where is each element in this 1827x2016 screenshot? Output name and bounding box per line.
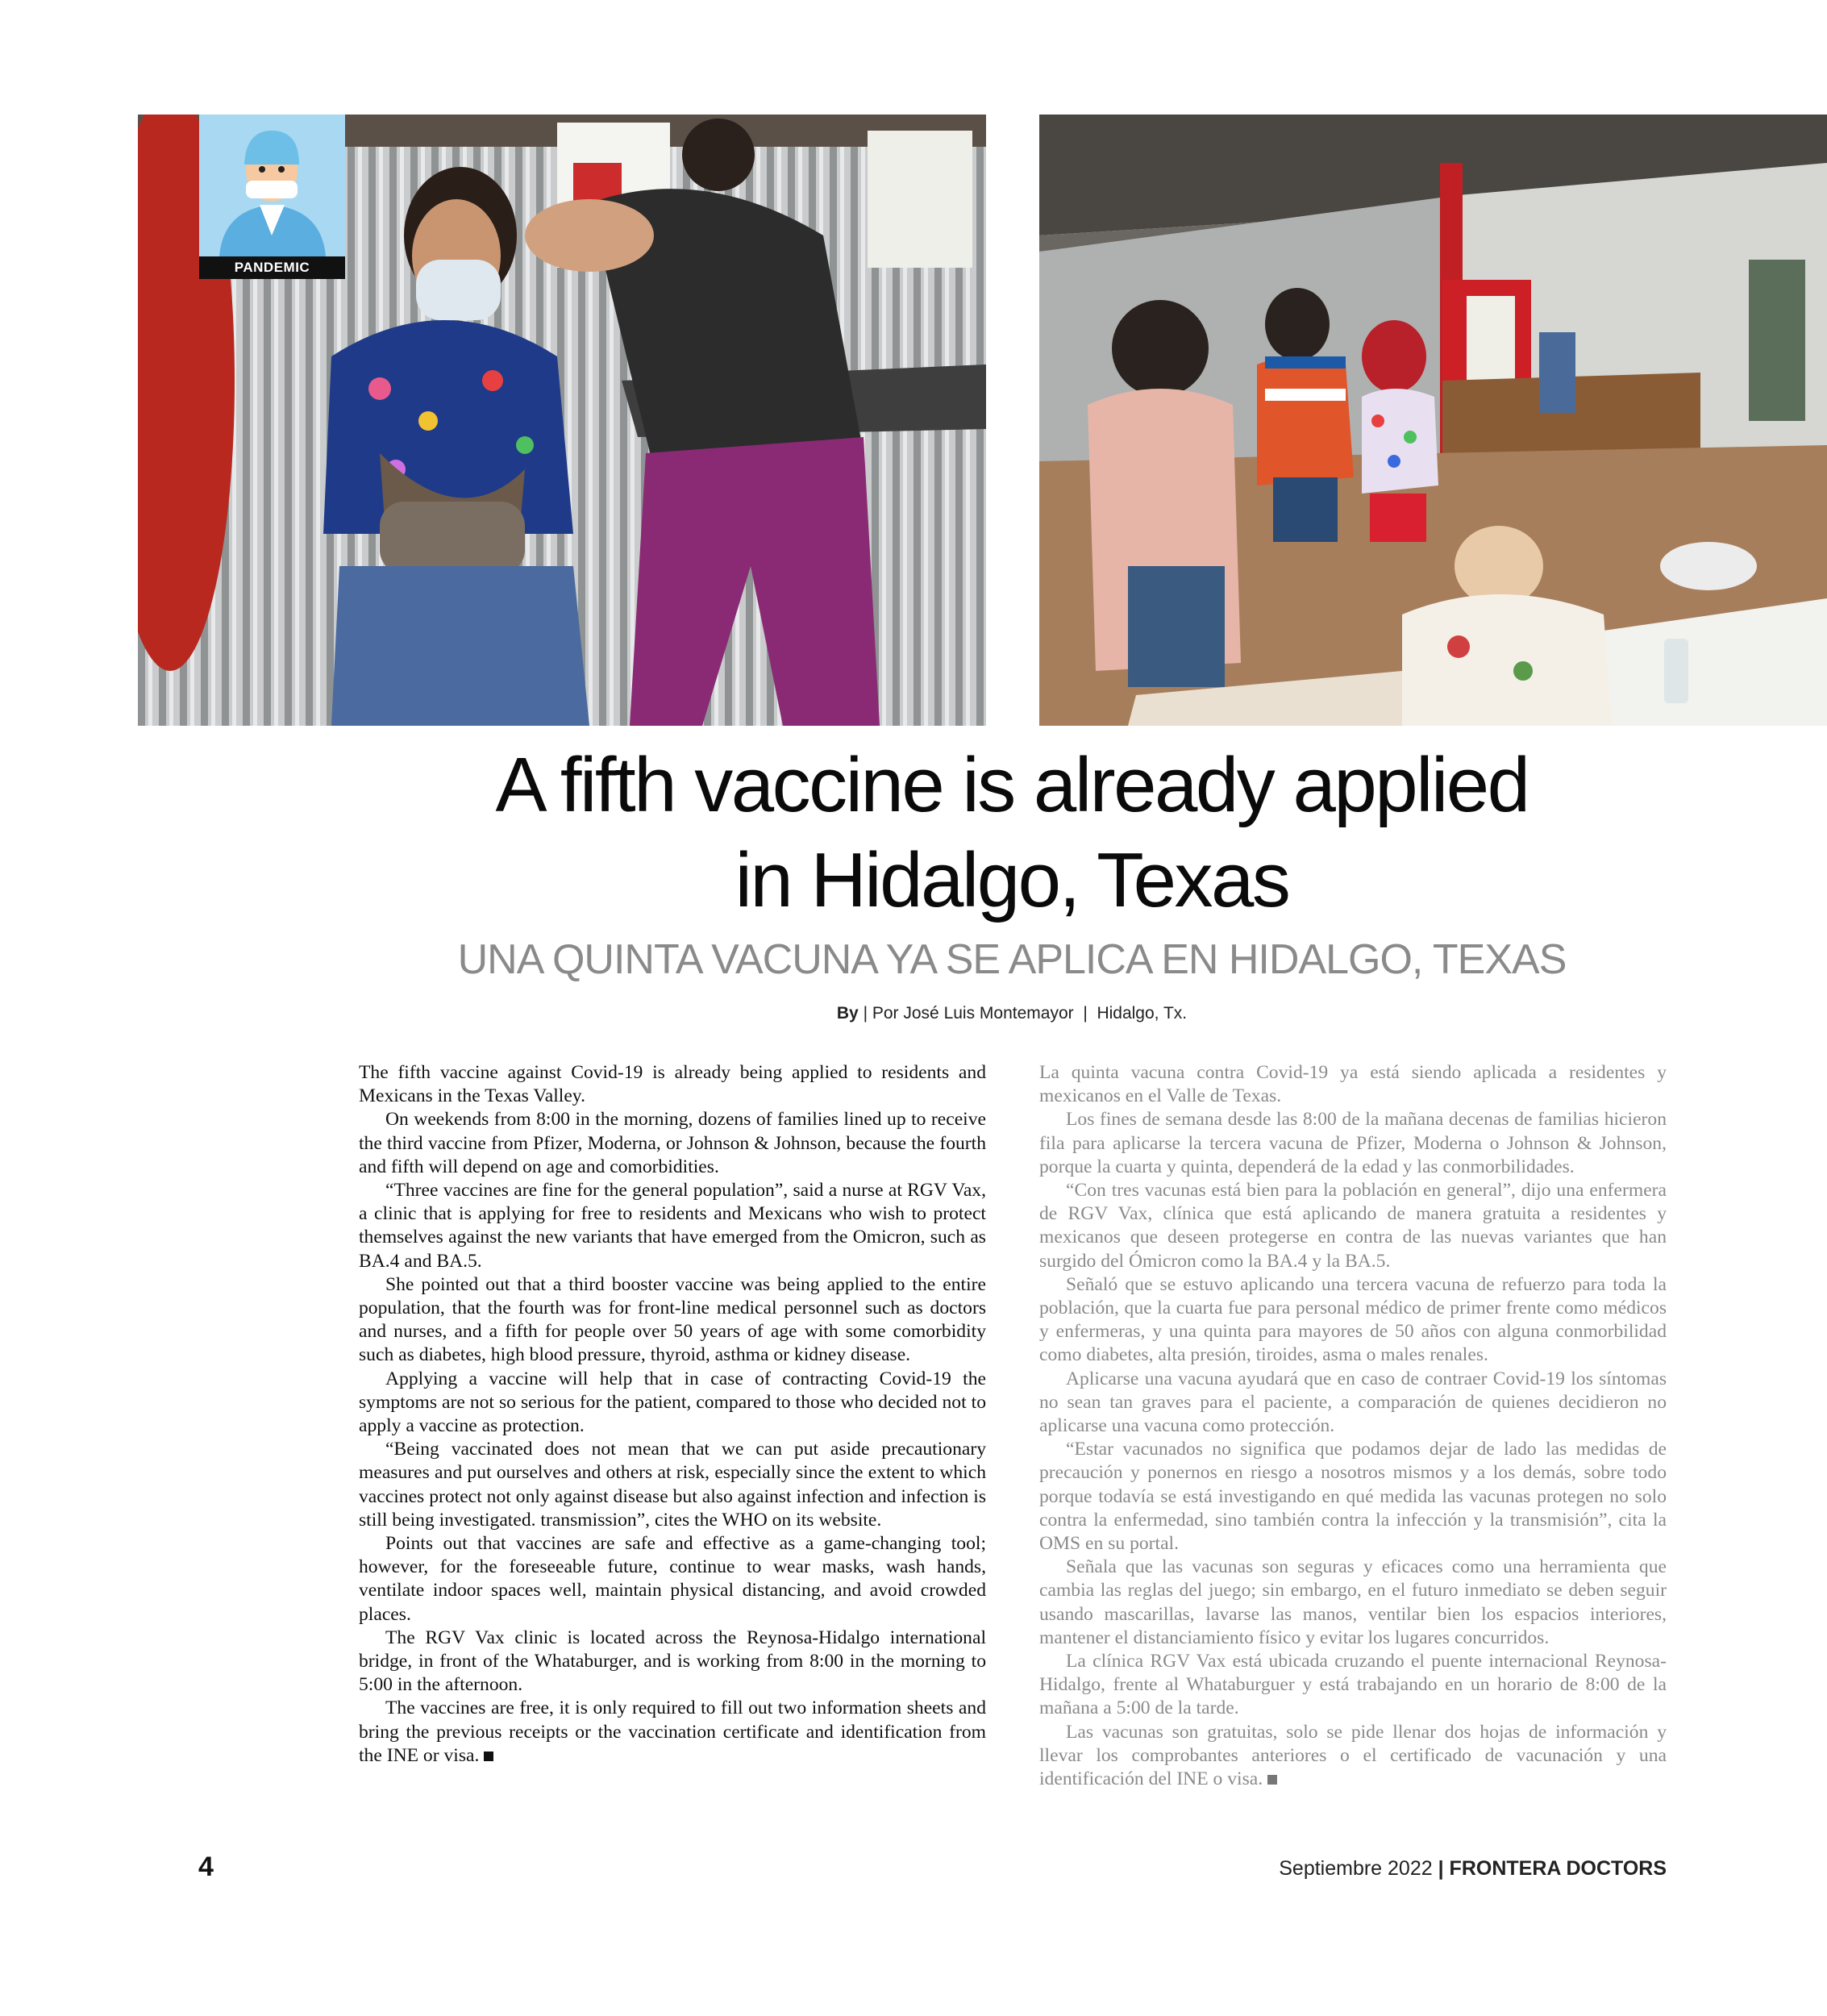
paragraph: Señala que las vacunas son seguras y eficaces como una herramienta que cambia las reglas del juego; sin embargo, en el futuro inmediato se deben seguir usando mascarillas, lavarse las manos, ventilar bien los espacios interiores, mantener el distanciamiento físico y evitar los lugares concurridos. <box>1039 1556 1667 1648</box>
paragraph: “Estar vacunados no significa que podamos dejar de lado las medidas de precaución y ponernos en riesgo a nosotros mismos y a los demás, sobre todo porque todavía se está investigando en qué medida las vacunas protegen no solo contra la enfermedad, sino también contra la infección y la transmisión”, cita la OMS en su portal. <box>1039 1439 1667 1555</box>
paragraph: The fifth vaccine against Covid-19 is already being applied to residents and Mexicans in the Texas Valley. <box>359 1062 986 1107</box>
paragraph: Señaló que se estuvo aplicando una tercera vacuna de refuerzo para toda la población, que la cuarta fue para personal médico de primer frente como médicos y enfermeras, y una quinta para mayores de 50 años con alguna conmorbilidad como diabetes, alta presión, tiroides, asma o males renales. <box>1039 1273 1667 1366</box>
pandemic-badge <box>199 115 345 279</box>
page-number: 4 <box>198 1851 214 1882</box>
clinic-queue-photo <box>1039 115 1827 726</box>
byline <box>355 1002 1669 1026</box>
paragraph: La clínica RGV Vax está ubicada cruzando el puente internacional Reynosa-Hidalgo, frente al Whataburguer y está trabajando en un horario de 8:00 de la mañana a 5:00 de la tarde. <box>1039 1651 1667 1719</box>
paragraph-text: Las vacunas son gratuitas, solo se pide llenar dos hojas de información y llevar los comprobantes anteriores o el certificado de vacunación y una identificación del INE o visa. <box>1039 1721 1667 1790</box>
byline-author: Por José Luis Montemayor <box>872 1004 1074 1023</box>
footer-issue <box>1279 1857 1667 1881</box>
badge-label: PANDEMIC <box>199 256 345 279</box>
clinic-queue-photo-art <box>1039 115 1827 726</box>
end-mark-icon <box>1267 1775 1277 1785</box>
paragraph: “Three vaccines are fine for the general population”, said a nurse at RGV Vax, a clinic that is applying for free to residents and Mexicans who wish to protect themselves against the new variants that have emerged from the Omicron, such as BA.4 and BA.5. <box>359 1180 986 1272</box>
paragraph: Aplicarse una vacuna ayudará que en caso de contraer Covid-19 los síntomas no sean tan graves para el paciente, a comparación de quienes decidieron no aplicarse una vacuna como protección. <box>1039 1368 1667 1437</box>
paragraph-last <box>1039 1721 1667 1792</box>
paragraph-text: The vaccines are free, it is only required to fill out two information sheets and bring the previous receipts or the vaccination certificate and identification from the INE or visa. <box>359 1697 986 1766</box>
masked-doctor-icon <box>199 115 345 256</box>
byline-location: Hidalgo, Tx. <box>1097 1004 1188 1023</box>
headline-line-2: in Hidalgo, Texas <box>735 837 1289 923</box>
article-subtitle: UNA QUINTA VACUNA YA SE APLICA EN HIDALGO, TEXAS <box>457 936 1567 983</box>
paragraph: Los fines de semana desde las 8:00 de la mañana decenas de familias hicieron fila para aplicarse la tercera vacuna de Pfizer, Moderna o Johnson & Johnson, porque la cuarta y quinta, dependerá de la edad y las conmorbilidades. <box>1039 1109 1667 1177</box>
paragraph: Applying a vaccine will help that in case of contracting Covid-19 the symptoms are not so serious for the patient, compared to those who decided not to apply a vaccine as protection. <box>359 1368 986 1437</box>
paragraph: She pointed out that a third booster vaccine was being applied to the entire population, that the fourth was for front-line medical personnel such as doctors and nurses, and a fifth for people over 50 years of age with some comorbidity such as diabetes, high blood pressure, thyroid, asthma or kidney disease. <box>359 1273 986 1366</box>
footer-separator: | <box>1438 1857 1444 1880</box>
paragraph: “Being vaccinated does not mean that we can put aside precautionary measures and put ourselves and others at risk, especially since the extent to which vaccines protect not only against disease but also against infection and infection is still being investigated. transmission”, cites the WHO on its website. <box>359 1439 986 1531</box>
byline-by: By <box>836 1004 859 1023</box>
paragraph: On weekends from 8:00 in the morning, dozens of families lined up to receive the third vaccine from Pfizer, Moderna, or Johnson & Johnson, because the fourth and fifth will depend on age and comorbidities. <box>359 1109 986 1177</box>
paragraph: “Con tres vacunas está bien para la población en general”, dijo una enfermera de RGV Vax, clínica que está aplicando de manera gratuita a residentes y mexicanos que deseen protegerse en contra de las nuevas variantes que han surgido del Ómicron como la BA.4 y la BA.5. <box>1039 1180 1667 1272</box>
end-mark-icon <box>484 1752 493 1761</box>
article-column-spanish <box>1039 1061 1667 1791</box>
paragraph: The RGV Vax clinic is located across the Reynosa-Hidalgo international bridge, in front of the Whataburger, and is working from 8:00 in the morning to 5:00 in the afternoon. <box>359 1627 986 1696</box>
headline-line-1: A fifth vaccine is already applied <box>495 742 1529 828</box>
paragraph: Points out that vaccines are safe and effective as a game-changing tool; however, for the foreseeable future, continue to wear masks, wash hands, ventilate indoor spaces well, maintain physical distancing, and avoid crowded places. <box>359 1533 986 1625</box>
article-column-english <box>359 1061 986 1768</box>
publication-name: FRONTERA DOCTORS <box>1449 1857 1667 1880</box>
byline-sep-2: | <box>1078 1004 1097 1023</box>
article-headline <box>355 738 1669 928</box>
footer-date: Septiembre 2022 <box>1279 1857 1433 1880</box>
paragraph: La quinta vacuna contra Covid-19 ya está siendo aplicada a residentes y mexicanos en el Valle de Texas. <box>1039 1062 1667 1107</box>
byline-sep-1: | <box>863 1004 872 1023</box>
paragraph-last <box>359 1697 986 1768</box>
masked-doctor-icon-svg <box>199 115 345 256</box>
